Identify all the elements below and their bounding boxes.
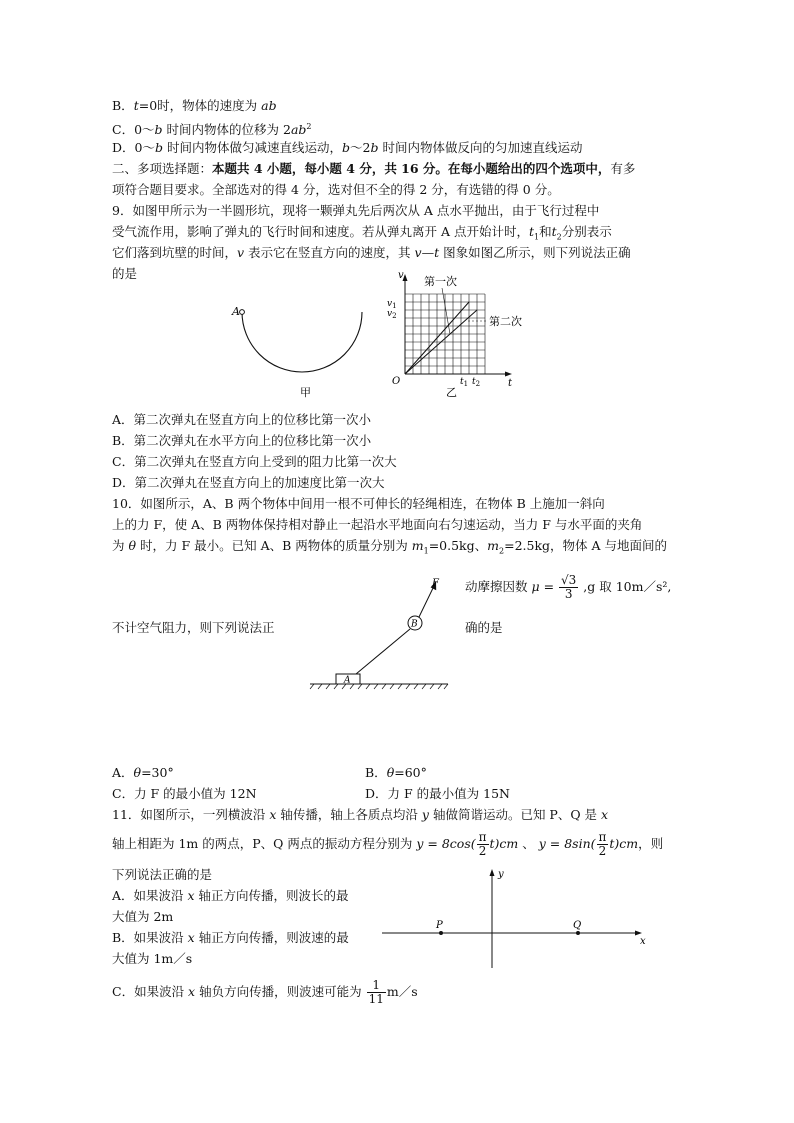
y-axis-arrow (490, 869, 495, 876)
q9-stem-line3: 它们落到坑壁的时间，v 表示它在竖直方向的速度，其 v—t 图象如图乙所示，则下列说法正确 (112, 245, 631, 260)
x-axis-arrow (635, 931, 642, 936)
q9-option-a: A．第二次弹丸在竖直方向上的位移比第一次小 (112, 412, 372, 427)
second-throw-label: 第二次 (489, 315, 522, 328)
q10-stem-line5-right: 确的是 (465, 620, 503, 635)
q11-stem-line1: 11．如图所示，一列横波沿 x 轴传播，轴上各质点均沿 y 轴做简谐运动。已知 P、Q 是 x (112, 807, 609, 822)
x-axis-label: x (640, 936, 646, 947)
q9-stem-line2: 受气流作用，影响了弹丸的飞行时间和速度。若从弹丸离开 A 点开始计时，$t_1$和$t_2$分别表示 (112, 224, 612, 242)
ground-hatching (310, 684, 448, 689)
pit-arc (242, 312, 362, 372)
q9-option-c: C．第二次弹丸在竖直方向上受到的阻力比第一次大 (112, 454, 397, 469)
q10-option-c: C．力 F 的最小值为 12N (112, 786, 257, 801)
q10-stem-line5-left: 不计空气阻力，则下列说法正 (112, 620, 275, 635)
first-throw-label: 第一次 (424, 275, 457, 288)
figure-b-caption: 乙 (446, 386, 457, 398)
block-a-label: A (344, 675, 351, 686)
eq2-fraction: $\frac{\pi}{2}$ (598, 830, 607, 858)
point-q (576, 931, 580, 935)
q10-stem-line3: 为 θ 时，力 F 最小。已知 A、B 两物体的质量分别为 $m_1=0.5kg$、$m_2=2.5kg$，物体 A 与地面间的 (112, 538, 667, 556)
section2-heading-line1: 二、多项选择题：本题共 4 小题，每小题 4 分，共 16 分。在每小题给出的四个选项中，有多 (112, 161, 636, 176)
first-label-leader (442, 288, 450, 334)
q11-stem-line3: 下列说法正确的是 (112, 867, 213, 882)
t-axis-label: t (508, 378, 513, 389)
q10-stem-line1: 10．如图所示，A、B 两个物体中间用一根不可伸长的轻绳相连，在物体 B 上施加一斜向 (112, 496, 605, 511)
q11-option-a-line2: 大值为 2m (112, 909, 174, 924)
ball-b-label: B (411, 619, 418, 630)
q9-stem-line4: 的是 (112, 266, 138, 281)
mu-fraction: $\frac{√3}{3}$ (561, 573, 577, 601)
q10-stem-line2: 上的力 F，使 A、B 两物体保持相对静止一起沿水平地面向右匀速运动，当力 F 与水平面的夹角 (112, 517, 643, 532)
speed-fraction: $\frac{1}{11}$ (368, 978, 384, 1006)
t1-label: $t_1$ (460, 377, 469, 388)
v1-label: $v_1$ (387, 299, 397, 310)
t-axis-arrow (505, 372, 512, 377)
v-axis-label: v (398, 270, 404, 281)
q9-figure-vt-graph (380, 270, 560, 398)
t2-label: $t_2$ (472, 377, 481, 388)
point-p-label: P (436, 920, 443, 931)
q11-option-b-line2: 大值为 1m／s (112, 951, 193, 966)
q9-stem-line1: 9．如图甲所示为一半圆形坑，现将一颗弹丸先后两次从 A 点水平抛出，由于飞行过程中 (112, 203, 600, 218)
v2-label: $v_2$ (387, 309, 397, 320)
q10-figure (308, 574, 458, 692)
q10-friction-coefficient: 动摩擦因数 μ = $\frac{√3}{3}$ ,g 取 10m／s², (465, 573, 672, 601)
rope (356, 629, 410, 674)
section2-heading-line2: 项符合题目要求。全部选对的得 4 分，选对但不全的得 2 分，有选错的得 0 分。 (112, 182, 560, 197)
eq1-fraction: $\frac{\pi}{2}$ (478, 830, 487, 858)
origin-label: O (392, 376, 401, 387)
force-f-label: F (432, 578, 439, 589)
q9-option-b: B．第二次弹丸在水平方向上的位移比第一次小 (112, 433, 372, 448)
q8-option-b: B．t=0时，物体的速度为 ab (112, 98, 277, 113)
q11-stem-line2: 轴上相距为 1m 的两点，P、Q 两点的振动方程分别为 y = 8cos( $\frac{\pi}{2}$ t)cm 、 y = 8sin( $\frac{\pi}{2}$ t)cm，则 (112, 830, 664, 858)
q11-option-c: C．如果波沿 x 轴负方向传播，则波速可能为 $\frac{1}{11}$ m／s (112, 978, 418, 1006)
figure-a-caption: 甲 (300, 386, 311, 399)
q10-option-d: D．力 F 的最小值为 15N (365, 786, 510, 801)
q8-option-c: C．0～b 时间内物体的位移为 $2ab^2$ (112, 122, 312, 138)
force-f-line (419, 586, 434, 617)
q11-option-b-line1: B．如果波沿 x 轴正方向传播，则波速的最 (112, 930, 349, 945)
q10-option-a: A．θ=30° (112, 765, 174, 780)
point-p (439, 931, 443, 935)
q11-figure (380, 864, 658, 972)
point-a-marker (240, 310, 245, 315)
q8-option-d: D．0～b 时间内物体做匀减速直线运动，b～2b 时间内物体做反向的匀加速直线运动 (112, 140, 583, 155)
q10-option-b: B．θ=60° (365, 765, 427, 780)
q9-figure-pit (228, 298, 378, 408)
q11-option-a-line1: A．如果波沿 x 轴正方向传播，则波长的最 (112, 888, 349, 903)
y-axis-label: y (498, 869, 504, 880)
point-q-label: Q (573, 920, 582, 931)
q9-option-d: D．第二次弹丸在竖直方向上的加速度比第一次大 (112, 475, 385, 490)
point-a-label: A (232, 305, 240, 318)
